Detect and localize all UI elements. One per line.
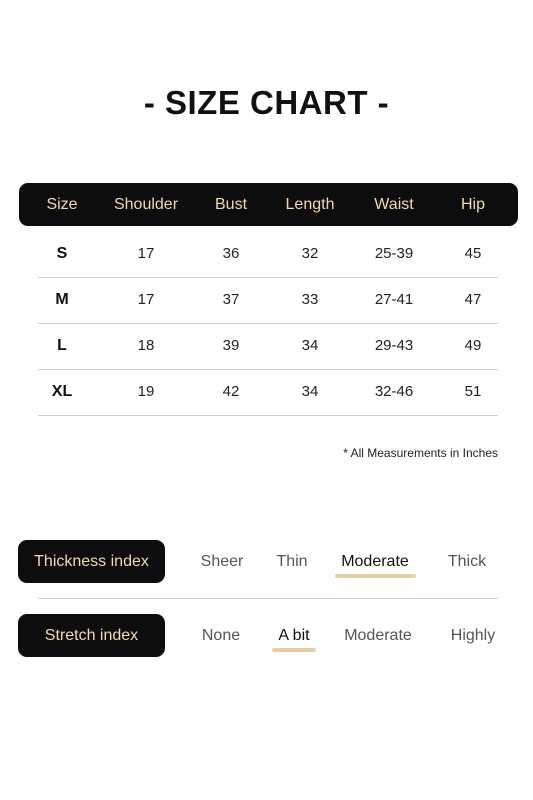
cell-size: M	[55, 291, 69, 308]
stretch-option-none: None	[201, 627, 241, 644]
stretch-option-moderate: Moderate	[344, 627, 412, 644]
stretch-selected-underline	[272, 648, 316, 652]
table-row	[38, 323, 498, 370]
thickness-selected-underline	[335, 574, 416, 578]
cell-waist: 25-39	[374, 245, 414, 262]
page-title: - SIZE CHART -	[143, 84, 390, 121]
cell-shoulder: 19	[137, 383, 155, 400]
header-bust: Bust	[214, 196, 248, 213]
thickness-option-sheer: Sheer	[200, 553, 244, 570]
section-divider	[38, 598, 498, 599]
measurement-note: * All Measurements in Inches	[343, 446, 498, 460]
header-size: Size	[46, 196, 78, 213]
cell-size: S	[56, 245, 68, 262]
cell-size: L	[57, 337, 67, 354]
thickness-index-label: Thickness index	[18, 540, 165, 583]
cell-hip: 51	[464, 383, 482, 400]
header-shoulder: Shoulder	[113, 196, 179, 213]
cell-length: 33	[301, 291, 319, 308]
table-row	[38, 369, 498, 416]
table-row	[38, 231, 498, 278]
thickness-option-moderate: Moderate	[341, 553, 409, 570]
cell-length: 34	[301, 337, 319, 354]
cell-bust: 42	[222, 383, 240, 400]
thickness-option-thin: Thin	[276, 553, 308, 570]
cell-length: 32	[301, 245, 319, 262]
cell-waist: 29-43	[374, 337, 414, 354]
cell-length: 34	[301, 383, 319, 400]
cell-waist: 27-41	[374, 291, 414, 308]
header-waist: Waist	[374, 196, 414, 213]
size-table-header	[19, 183, 518, 226]
cell-size: XL	[51, 383, 73, 400]
cell-waist: 32-46	[374, 383, 414, 400]
header-length: Length	[285, 196, 335, 213]
cell-shoulder: 17	[137, 291, 155, 308]
header-hip: Hip	[460, 196, 486, 213]
stretch-option-a-bit: A bit	[278, 627, 310, 644]
cell-shoulder: 18	[137, 337, 155, 354]
cell-bust: 37	[222, 291, 240, 308]
stretch-index-label: Stretch index	[18, 614, 165, 657]
cell-hip: 45	[464, 245, 482, 262]
cell-bust: 39	[222, 337, 240, 354]
cell-hip: 47	[464, 291, 482, 308]
table-row	[38, 277, 498, 324]
stretch-option-highly: Highly	[450, 627, 496, 644]
cell-shoulder: 17	[137, 245, 155, 262]
cell-bust: 36	[222, 245, 240, 262]
cell-hip: 49	[464, 337, 482, 354]
thickness-option-thick: Thick	[447, 553, 487, 570]
